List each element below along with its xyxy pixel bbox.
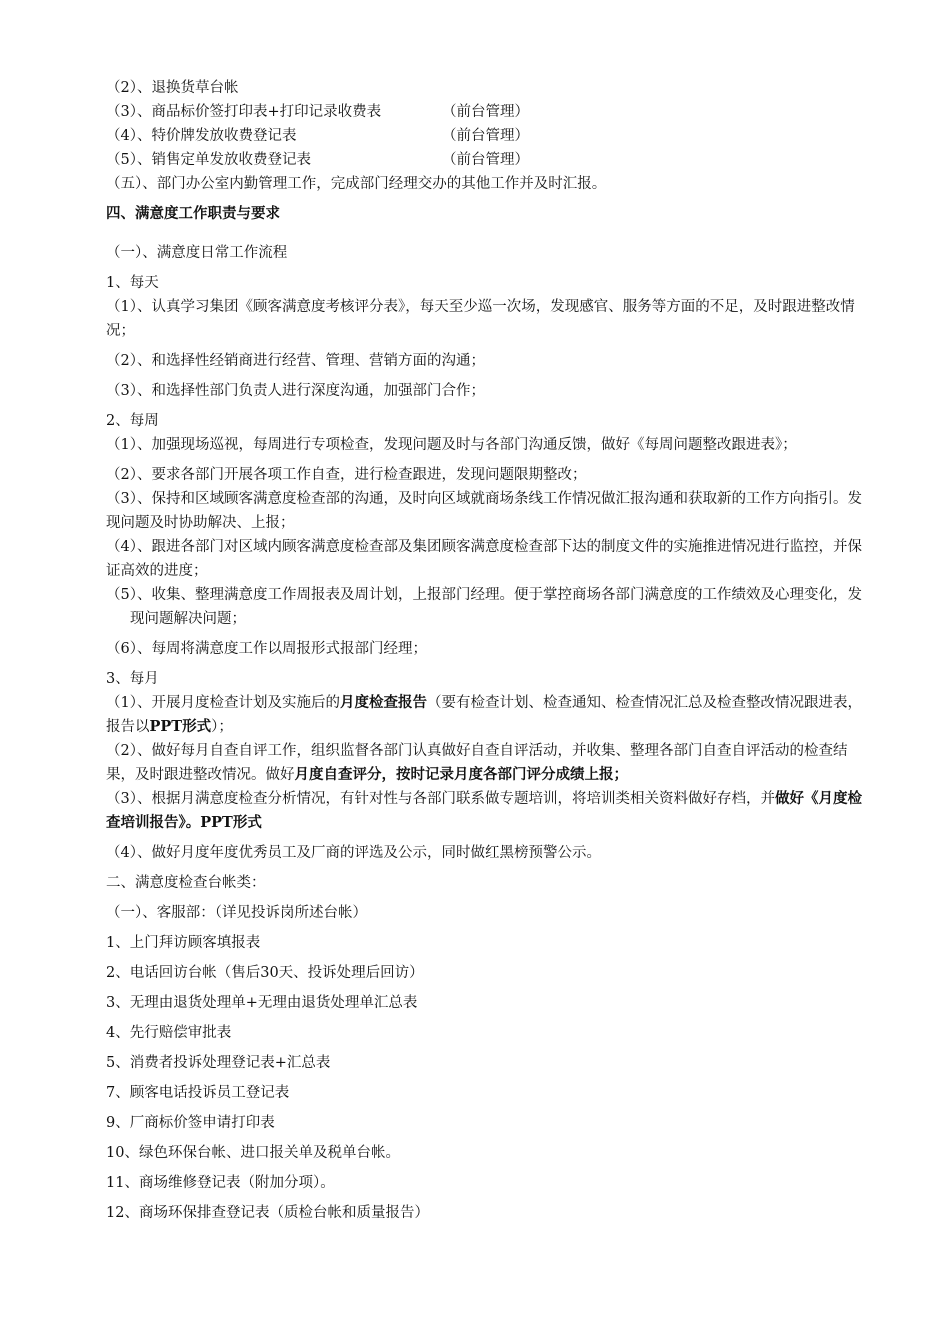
section-heading: 四、满意度工作职责与要求 [106,205,280,222]
paragraph [106,787,866,835]
paragraph [106,739,866,787]
list-item: 4、先行赔偿审批表 [106,1024,232,1041]
list-item: 1、上门拜访顾客填报表 [106,934,261,951]
text-line: 2、每周 [106,412,159,429]
text-line: （4）、做好月度年度优秀员工及厂商的评选及公示，同时做红黑榜预警公示。 [106,844,601,861]
section-heading-2: 二、满意度检查台帐类： [106,874,266,891]
paragraph: （1）、加强现场巡视，每周进行专项检查，发现问题及时与各部门沟通反馈，做好《每周问题整改跟进表》； [106,436,797,453]
text-line [106,124,866,148]
text-line: （6）、每周将满意度工作以周报形式报部门经理； [106,640,427,657]
text-line-note: （前台管理） [442,104,529,120]
text-line [106,148,866,172]
text-line: （2）、退换货草台帐 [106,80,239,96]
text-run: （1）、开展月度检查计划及实施后的 [106,694,340,711]
list-item: 12、商场环保排查登记表（质检台帐和质量报告） [106,1204,429,1221]
list-item: 7、顾客电话投诉员工登记表 [106,1084,290,1101]
list-item: 9、厂商标价签申请打印表 [106,1114,275,1131]
emphasis-run: 做好《月度检查培训报告》。PPT形式 [106,789,862,831]
emphasis-run: PPT形式 [149,717,212,735]
text-line-main: （3）、商品标价签打印表+打印记录收费表 [106,104,382,120]
text-line-main: （4）、特价牌发放收费登记表 [106,128,297,144]
subsection-heading: （一）、客服部：（详见投诉岗所述台帐） [106,904,367,921]
list-item: 3、无理由退货处理单+无理由退货处理单汇总表 [106,994,418,1011]
paragraph: （4）、跟进各部门对区域内顾客满意度检查部及集团顾客满意度检查部下达的制度文件的实施推进情况进行监控，并保证高效的进度； [106,538,862,579]
text-line: 3、每月 [106,670,159,687]
text-line [106,100,866,124]
text-line: （2）、要求各部门开展各项工作自查，进行检查跟进，发现问题限期整改； [106,466,587,483]
list-item: 2、电话回访台帐（售后30天、投诉处理后回访） [106,964,424,981]
text-run: ）； [211,718,233,735]
list-item: 10、绿色环保台帐、进口报关单及税单台帐。 [106,1144,400,1161]
paragraph: （3）、保持和区域顾客满意度检查部的沟通，及时向区域就商场条线工作情况做汇报沟通和获取新的工作方向指引。发现问题及时协助解决、上报； [106,490,862,531]
paragraph: （1）、认真学习集团《顾客满意度考核评分表》，每天至少巡一次场，发现感官、服务等方面的不足，及时跟进整改情况； [106,298,855,339]
text-line-note: （前台管理） [442,128,529,144]
text-line-main: （5）、销售定单发放收费登记表 [106,152,311,168]
text-line: （3）、和选择性部门负责人进行深度沟通，加强部门合作； [106,382,485,399]
paragraph: （5）、收集、整理满意度工作周报表及周计划，上报部门经理。便于掌控商场各部门满意度的工作绩效及心理变化，发现问题解决问题； [106,586,862,627]
text-run: （3）、根据月满意度检查分析情况，有针对性与各部门联系做专题培训，将培训类相关资料做好存档，并 [106,790,775,807]
paragraph [106,691,866,739]
text-run: （要有检查计划、检查通知、检查情况汇总及检查整改情况跟进表，报告以 [106,694,862,735]
list-item: 11、商场维修登记表（附加分项）。 [106,1174,335,1191]
text-line: （2）、和选择性经销商进行经营、管理、营销方面的沟通； [106,352,485,369]
text-line: （五）、部门办公室内勤管理工作，完成部门经理交办的其他工作并及时汇报。 [106,176,607,192]
subsection-heading: （一）、满意度日常工作流程 [106,244,288,261]
text-run: （2）、做好每月自查自评工作，组织监督各部门认真做好自查自评活动，并收集、整理各部门自查自评活动的检查结果，及时跟进整改情况。做好 [106,742,848,783]
emphasis-run: 月度检查报告 [339,693,427,711]
text-line-note: （前台管理） [442,152,529,168]
list-item: 5、消费者投诉处理登记表+汇总表 [106,1054,331,1071]
emphasis-run: 月度自查评分，按时记录月度各部门评分成绩上报； [294,765,628,783]
document-page [106,76,866,1225]
text-line: 1、每天 [106,274,159,291]
